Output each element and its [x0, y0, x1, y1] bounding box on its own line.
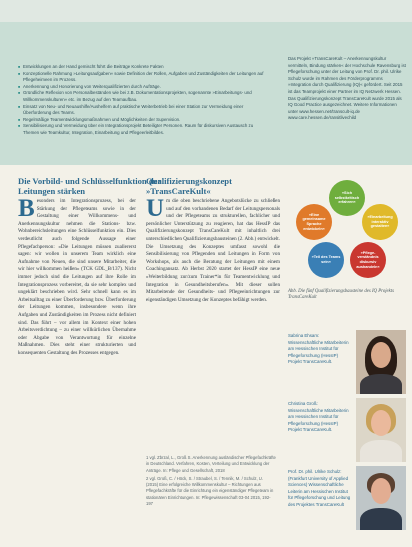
list-item: ■ Sensibilisierung und Vermeidung über ein Integrationsprojekt Beteiligter Personen. Raum für diskursiven Austausch zu Themen wie Teamkultur, Integration, Einarbeitung und Pflegeerleitbildes.	[18, 123, 266, 136]
list-item: ■ Konzeptionelle Rahmung »Leitungsaufgaben« sowie Definition der Rollen, Aufgaben und Zuständigkeiten der Leitungen auf Pflegeheimeen im Prozess.	[18, 71, 266, 84]
recommendations-list	[18, 64, 266, 137]
author-bio: Christina Groß: Wissenschaftliche Mitarbeiterin am Hessischen Institut für Pflegeforschung (HessIP) Projekt TransCareKult.	[288, 401, 349, 433]
module-circle-lower-left: »Teil des Teams sein«	[308, 242, 344, 278]
author-bio: Prof. Dr. phil. Ulrike Schulz: (Frankfurt University of Applied Sciences) Wissenschaftliche Leiterin am Hessischen Institut für Pflegeforschung und Leitung des Projektes TransCareKult	[288, 469, 351, 507]
drop-cap: U	[146, 195, 165, 222]
drop-cap: B	[18, 195, 35, 222]
top-strip	[0, 0, 412, 22]
module-circle-top: »Sich selbstkritisch erfahren«	[329, 180, 365, 216]
section-heading-middle: Qualifizierungskonzept »TransCareKult«	[146, 176, 232, 197]
section-heading-left: Die Vorbild- und Schlüsselfunktion der Leitungen stärken	[18, 176, 162, 197]
author-photo-3	[356, 466, 406, 530]
reference-item: 1 vgl. Zbrzal, L., Groß S. Anerkennung ausländischer Pflegefachkräfte in Deutschland. Verfahren, Kosten, Verteilung und Entwicklung der Anträge. In: Pflege und Gesellschaft, 2018	[146, 455, 276, 473]
list-item: ■ Gründliche Reflexion von Personalbeständen wie bei z.B. Dokumentationsprojekten, sogenannte »Einarbeitungs- und Willkommenskulturen« etc. im Bezug auf den Teamaufbau.	[18, 90, 266, 103]
project-info-text: Das Projekt »TransCareKult – Anerkennungskultur vermitteln, Bindung stärken« der Hochschule Ravensburg ist Pflegeforschung unter der Leitung von Prof. Dr. phil. Ulrike Schulz wurde im Rahmen des Förderprogramms »Integration durch Qualifizierung (IQ)« gefördert. Seit 2015 ist das Teamprojekt einer Partner im IQ Netzwerk Hessen. Das Qualifizierungskonzept TransCareKult wurde 2015 als IQ Good Practice ausgezeichnet. Weitere Informationen unter www.hessen.net/transcult-iq.de www.care.hessen.de/ransitlivechild	[288, 56, 406, 121]
author-bio: Sabrina Ehsam: Wissenschaftliche Mitarbeiterin am Hessischen Institut für Pflegeforschung (HessIP) Projekt TransCareKult.	[288, 333, 349, 365]
list-item: ■ Einsatz von Neu- und Neuaushilfe/Aushelfern auf praktische Weiterbetrieb bei einer Station zur Vermeidung einer Überforderung des Teams.	[18, 104, 266, 117]
author-entry	[288, 398, 406, 466]
figure-caption: Abb. Die fünf Qualifizierungsbausteine des IQ Projekts TransCareKult	[288, 289, 395, 301]
references	[146, 455, 276, 509]
list-item: ■ Entwicklungen an der Hand gemischt führt die Beiträge Konkrete Fakten	[18, 64, 266, 71]
author-entry	[288, 466, 406, 534]
body-text: m die oben beschriebene Angebotslücke zu schließen und auf den vorhandenen Bedarf der Leitungspersonals und der Pflegeteams zu strukturellen, fachlicher und persönlicher Unterstützung zu reagieren, hat das HessIP das Qualifizierungskonzept TransCareKult mit inhaltlich drei unterschiedlichen Qualifizierungsbausteinen (2. Abb.) entwickelt. Die Umsetzung des Konzeptes umfasst sowohl die Sensibilisierung von Pflegenden und Leitungen in Form von Workshops, als auch die Beratung der Leitungen mit einem Coachingansatz. Ab Herbst 2020 startet der HessIP eine neue »Weiterbildung zur/zum Trainer*in für Teamentwicklung und Integration in Gesundheitsberufen«. Mit dieser sollen Mitarbeitende der Gesundheits- und Pflegeeinrichtungen zur eigenständigen Umsetzung der Konzeptes befähigt werden.	[146, 198, 280, 303]
module-circle-lower-right: »Pflege- verständnis diskursiv aushandeln«	[350, 242, 386, 278]
body-text: esonders im Integrationsprozess, bei der Stärkung der Pflegeteams sowie in der Gestaltung einer Willkommens- und Anerkennungskultur nehmen die Stations- bzw. Wohnbereichsleitungen eine Schlüsselfunktion ein. Dies verdeutlicht auch folgende Aussage einer Pflegefachperson: »Die Leitungen müssen zuallererst sagen: wir wollen in unserem Team wirklich eine Aufnahme von Neuen, die sind unsere Mitarbeiter, die wir hier willkommen heißen« (TCK GDL_B/137). Nicht immer jedoch sind die Leitungen auf ihre Rolle im Integrationsprozess vorbereitet, da sie sehr komplex und ungeklärt beschrieben wird. Sehr schnell kann es im Arbeitsalltag zu einer Überforderung bzw. Überforderung der Leitungen kommen, insbesondere wenn ihre Aufgaben und Zuständigkeiten im Prozess nicht definiert sind. Das führt – vor allem im Kontext einer hohen Arbeitsverdichtung – zu einer willkürlichen Übernahme oder Abgabe von Verantwortung für einzelne Maßnahmen. Dies steht einer strukturierten und konsequenten Gestaltung des Prozesses entgegen.	[18, 198, 136, 356]
module-circle-upper-right: »Einarbeitung interaktiv gestalten«	[362, 204, 398, 240]
list-item: ■ Regelmäßige Teamentwicklungsmaßnahmen und Möglichkeiten der Supervision.	[18, 117, 266, 124]
author-list	[288, 330, 406, 534]
author-entry	[288, 330, 406, 398]
author-photo-1	[356, 330, 406, 394]
reference-item: 2 vgl. Groß, C. / Höck, S. / Straubel, S. / Tennik, M. / Schulz, U. (2015) Eine erfolgreiche Willkommenskultur – Richtungen aus Pflegefachkräfte für die Einrichtung ein eigenständiger Pflegeteam in stationären Einrichtungen. In: Pflegewissenschaft 03-04 2015, 192-197	[146, 475, 274, 507]
author-photo-2	[356, 398, 406, 462]
article-column-left	[18, 195, 136, 357]
list-item: ■ Anerkennung und Honorierung von Weiterqualifizierten durch Aufträge.	[18, 84, 266, 91]
qualification-modules-diagram	[288, 178, 406, 286]
article-column-middle	[146, 195, 280, 304]
module-circle-upper-left: »Eine gemeinsame Sprache entwickeln«	[296, 204, 332, 240]
